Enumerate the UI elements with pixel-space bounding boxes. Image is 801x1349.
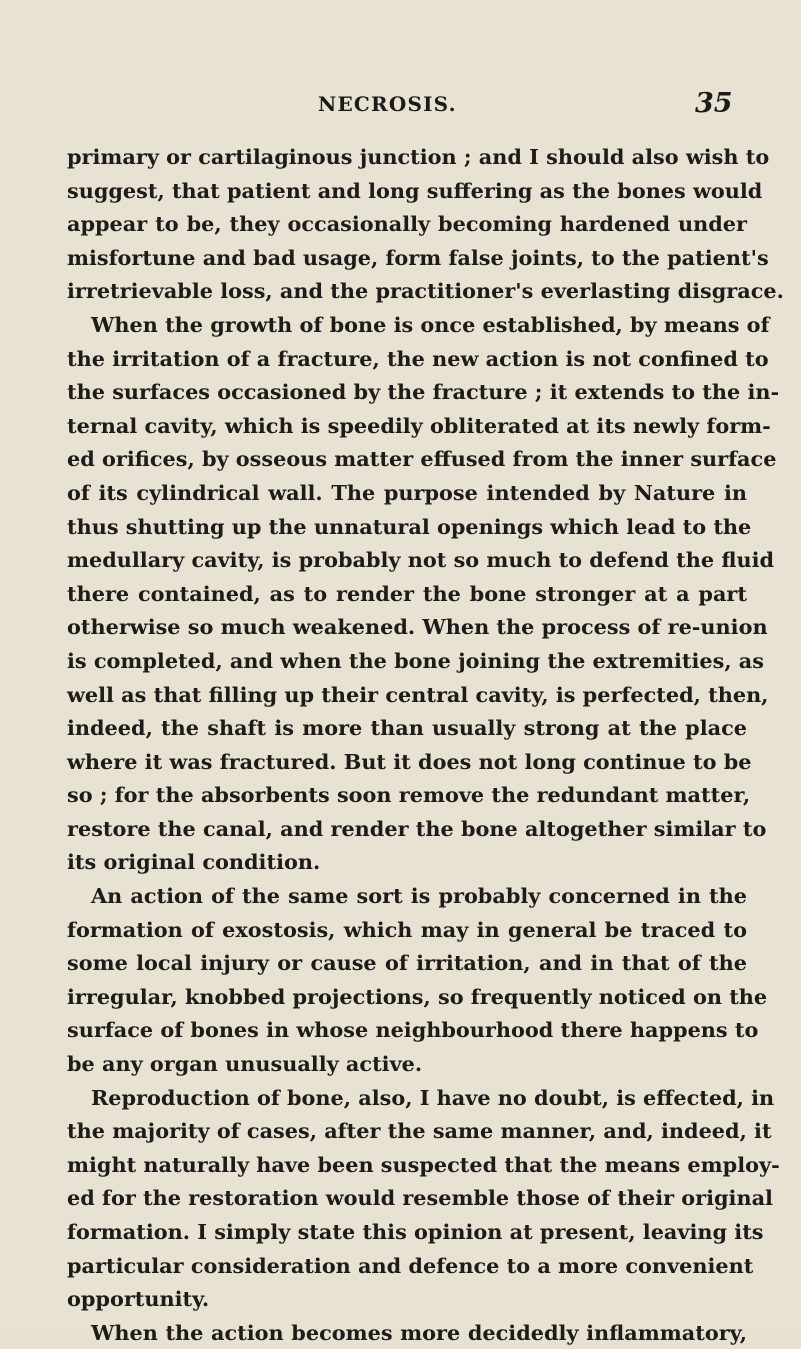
text-line: formation of exostosis, which may in general be traced to [67, 916, 747, 942]
text-line: otherwise so much weakened. When the process of re-union [67, 614, 768, 640]
text-line: irregular, knobbed projections, so frequently noticed on the [67, 983, 768, 1009]
text-line: is completed, and when the bone joining the extremities, as [67, 647, 764, 673]
page-header [0, 88, 801, 128]
text-line: surface of bones in whose neighbourhood there happens to [67, 1017, 759, 1043]
text-line: ternal cavity, which is speedily obliterated at its newly form- [67, 412, 771, 438]
text-line: might naturally have been suspected that the means employ- [67, 1151, 780, 1177]
text-line: When the action becomes more decidedly inflammatory, [91, 1319, 747, 1345]
text-line: be any organ unusually active. [67, 1051, 423, 1077]
text-line: suggest, that patient and long suffering as the bones would [67, 177, 763, 203]
text-line: formation. I simply state this opinion at present, leaving its [67, 1219, 764, 1244]
running-head: NECROSIS. [318, 92, 457, 116]
body-text [67, 140, 784, 1349]
page-number: 35 [695, 88, 733, 119]
text-line: medullary cavity, is probably not so much to defend the fluid [67, 547, 775, 573]
text-line: thus shutting up the unnatural openings which lead to the [67, 513, 752, 539]
text-line: Reproduction of bone, also, I have no doubt, is effected, in [91, 1084, 775, 1110]
text-line: indeed, the shaft is more than usually strong at the place [67, 715, 747, 741]
text-line: ed orifices, by osseous matter effused from the inner surface [67, 446, 777, 472]
text-line: primary or cartilaginous junction ; and I should also wish to [67, 144, 770, 169]
text-line: the surfaces occasioned by the fracture ; it extends to the in- [67, 379, 780, 405]
text-line: there contained, as to render the bone stronger at a part [67, 580, 747, 606]
text-line: opportunity. [67, 1286, 210, 1312]
text-line: ed for the restoration would resemble those of their original [67, 1185, 773, 1211]
text-line: irretrievable loss, and the practitioner's everlasting disgrace. [67, 278, 784, 304]
text-line: An action of the same sort is probably concerned in the [91, 883, 747, 909]
text-line: some local injury or cause of irritation, and in that of the [67, 950, 747, 976]
text-line: appear to be, they occasionally becoming hardened under [67, 211, 747, 237]
text-line: misfortune and bad usage, form false joints, to the patient's [67, 244, 769, 270]
text-line: restore the canal, and render the bone altogether similar to [67, 815, 767, 841]
text-line: particular consideration and defence to a more convenient [67, 1252, 754, 1278]
text-line: the majority of cases, after the same manner, and, indeed, it [67, 1118, 772, 1144]
text-line: so ; for the absorbents soon remove the redundant matter, [67, 782, 751, 808]
text-line: its original condition. [67, 849, 321, 875]
text-line: of its cylindrical wall. The purpose intended by Nature in [67, 479, 747, 505]
text-line: When the growth of bone is once established, by means of [91, 311, 770, 337]
text-line: well as that filling up their central cavity, is perfected, then, [67, 681, 769, 707]
text-line: where it was fractured. But it does not long continue to be [67, 748, 752, 774]
text-line: the irritation of a fracture, the new action is not confined to [67, 345, 769, 371]
